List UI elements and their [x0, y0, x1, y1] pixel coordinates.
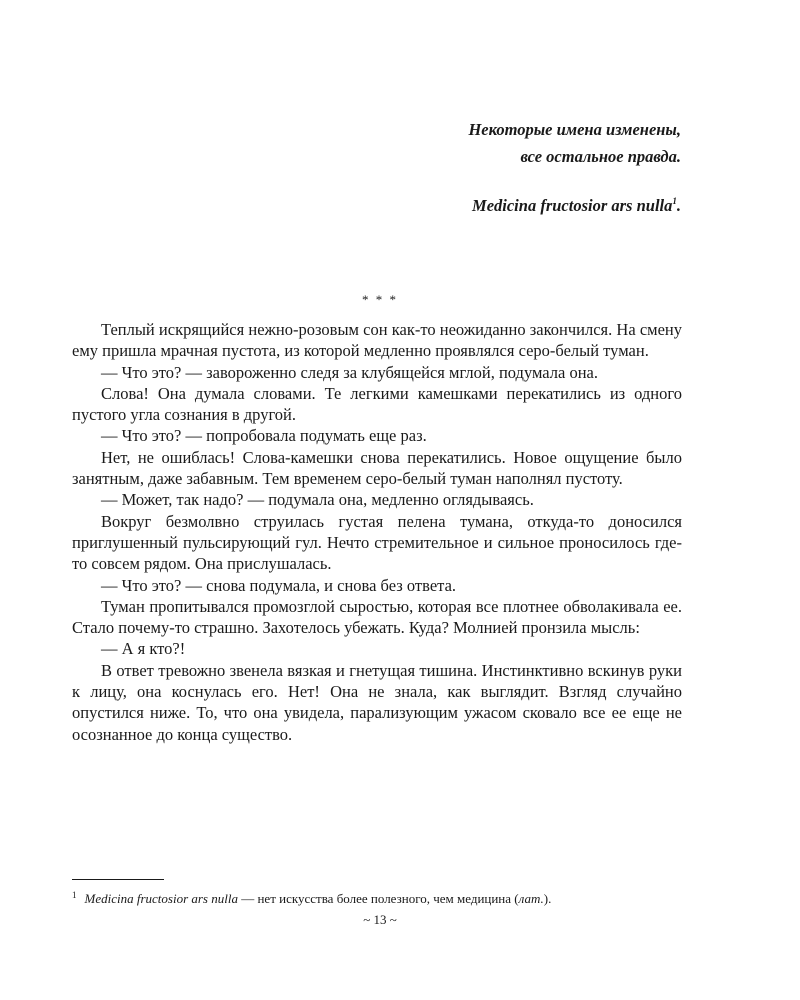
paragraph: Слова! Она думала словами. Те легкими камешками перекатились из одного пустого угла сознания в другой. — [72, 383, 682, 425]
epigraph-line-2: все остальное правда. — [520, 147, 681, 166]
paragraph: Нет, не ошиблась! Слова-камешки снова перекатились. Новое ощущение было занятным, даже забавным. Тем временем серо-белый туман наполнял пустоту. — [72, 447, 682, 489]
footnote-language: лат. — [518, 891, 544, 906]
footnote-reference: 1 — [672, 196, 677, 206]
footnote — [72, 886, 682, 908]
page-number: ~ 13 ~ — [363, 912, 397, 927]
paragraph: — Что это? — снова подумала, и снова без ответа. — [101, 575, 457, 595]
paragraph: Туман пропитывался промозглой сыростью, которая все плотнее обволакивала ее. Стало почему-то страшно. Захотелось убежать. Куда? Молнией пронзила мысль: — [72, 596, 682, 638]
footnote-text-after: ). — [543, 891, 552, 906]
paragraph: В ответ тревожно звенела вязкая и гнетущая тишина. Инстинктивно вскинув руки к лицу, она коснулась его. Нет! Она не знала, как выглядит. Взгляд случайно опустился ниже. То, что она увидела, парализующим ужасом сковало все ее еще не осознанное до конца существо. — [72, 660, 682, 744]
paragraph: Теплый искрящийся нежно-розовым сон как-то неожиданно закончился. На смену ему пришла мрачная пустота, из которой медленно проявлялся серо-белый туман. — [72, 320, 682, 361]
footnote-divider — [72, 879, 164, 880]
epigraph-latin-period: . — [676, 196, 681, 215]
footnote-latin: Medicina fructosior ars nulla — [84, 891, 238, 906]
body-text — [72, 319, 682, 745]
section-break: * * * — [362, 292, 398, 307]
paragraph: — Может, так надо? — подумала она, медленно оглядываясь. — [101, 490, 534, 510]
epigraph-latin-motto — [472, 192, 681, 219]
footnote-text-before: — нет искусства более полезного, чем медицина ( — [237, 891, 519, 906]
epigraph-latin-text: Medicina fructosior ars nulla — [472, 196, 673, 215]
paragraph: — А я кто?! — [101, 639, 186, 659]
epigraph-line-1: Некоторые имена изменены, — [468, 120, 681, 139]
footnote-number: 1 — [72, 890, 77, 900]
paragraph: — Что это? — завороженно следя за клубящейся мглой, подумала она. — [101, 362, 598, 382]
epigraph — [468, 116, 681, 170]
paragraph: Вокруг безмолвно струилась густая пелена тумана, откуда-то доносился приглушенный пульсирующий гул. Нечто стремительное и сильное проносилось где-то совсем рядом. Она прислушалась. — [72, 511, 682, 574]
paragraph: — Что это? — попробовала подумать еще раз. — [101, 426, 427, 446]
